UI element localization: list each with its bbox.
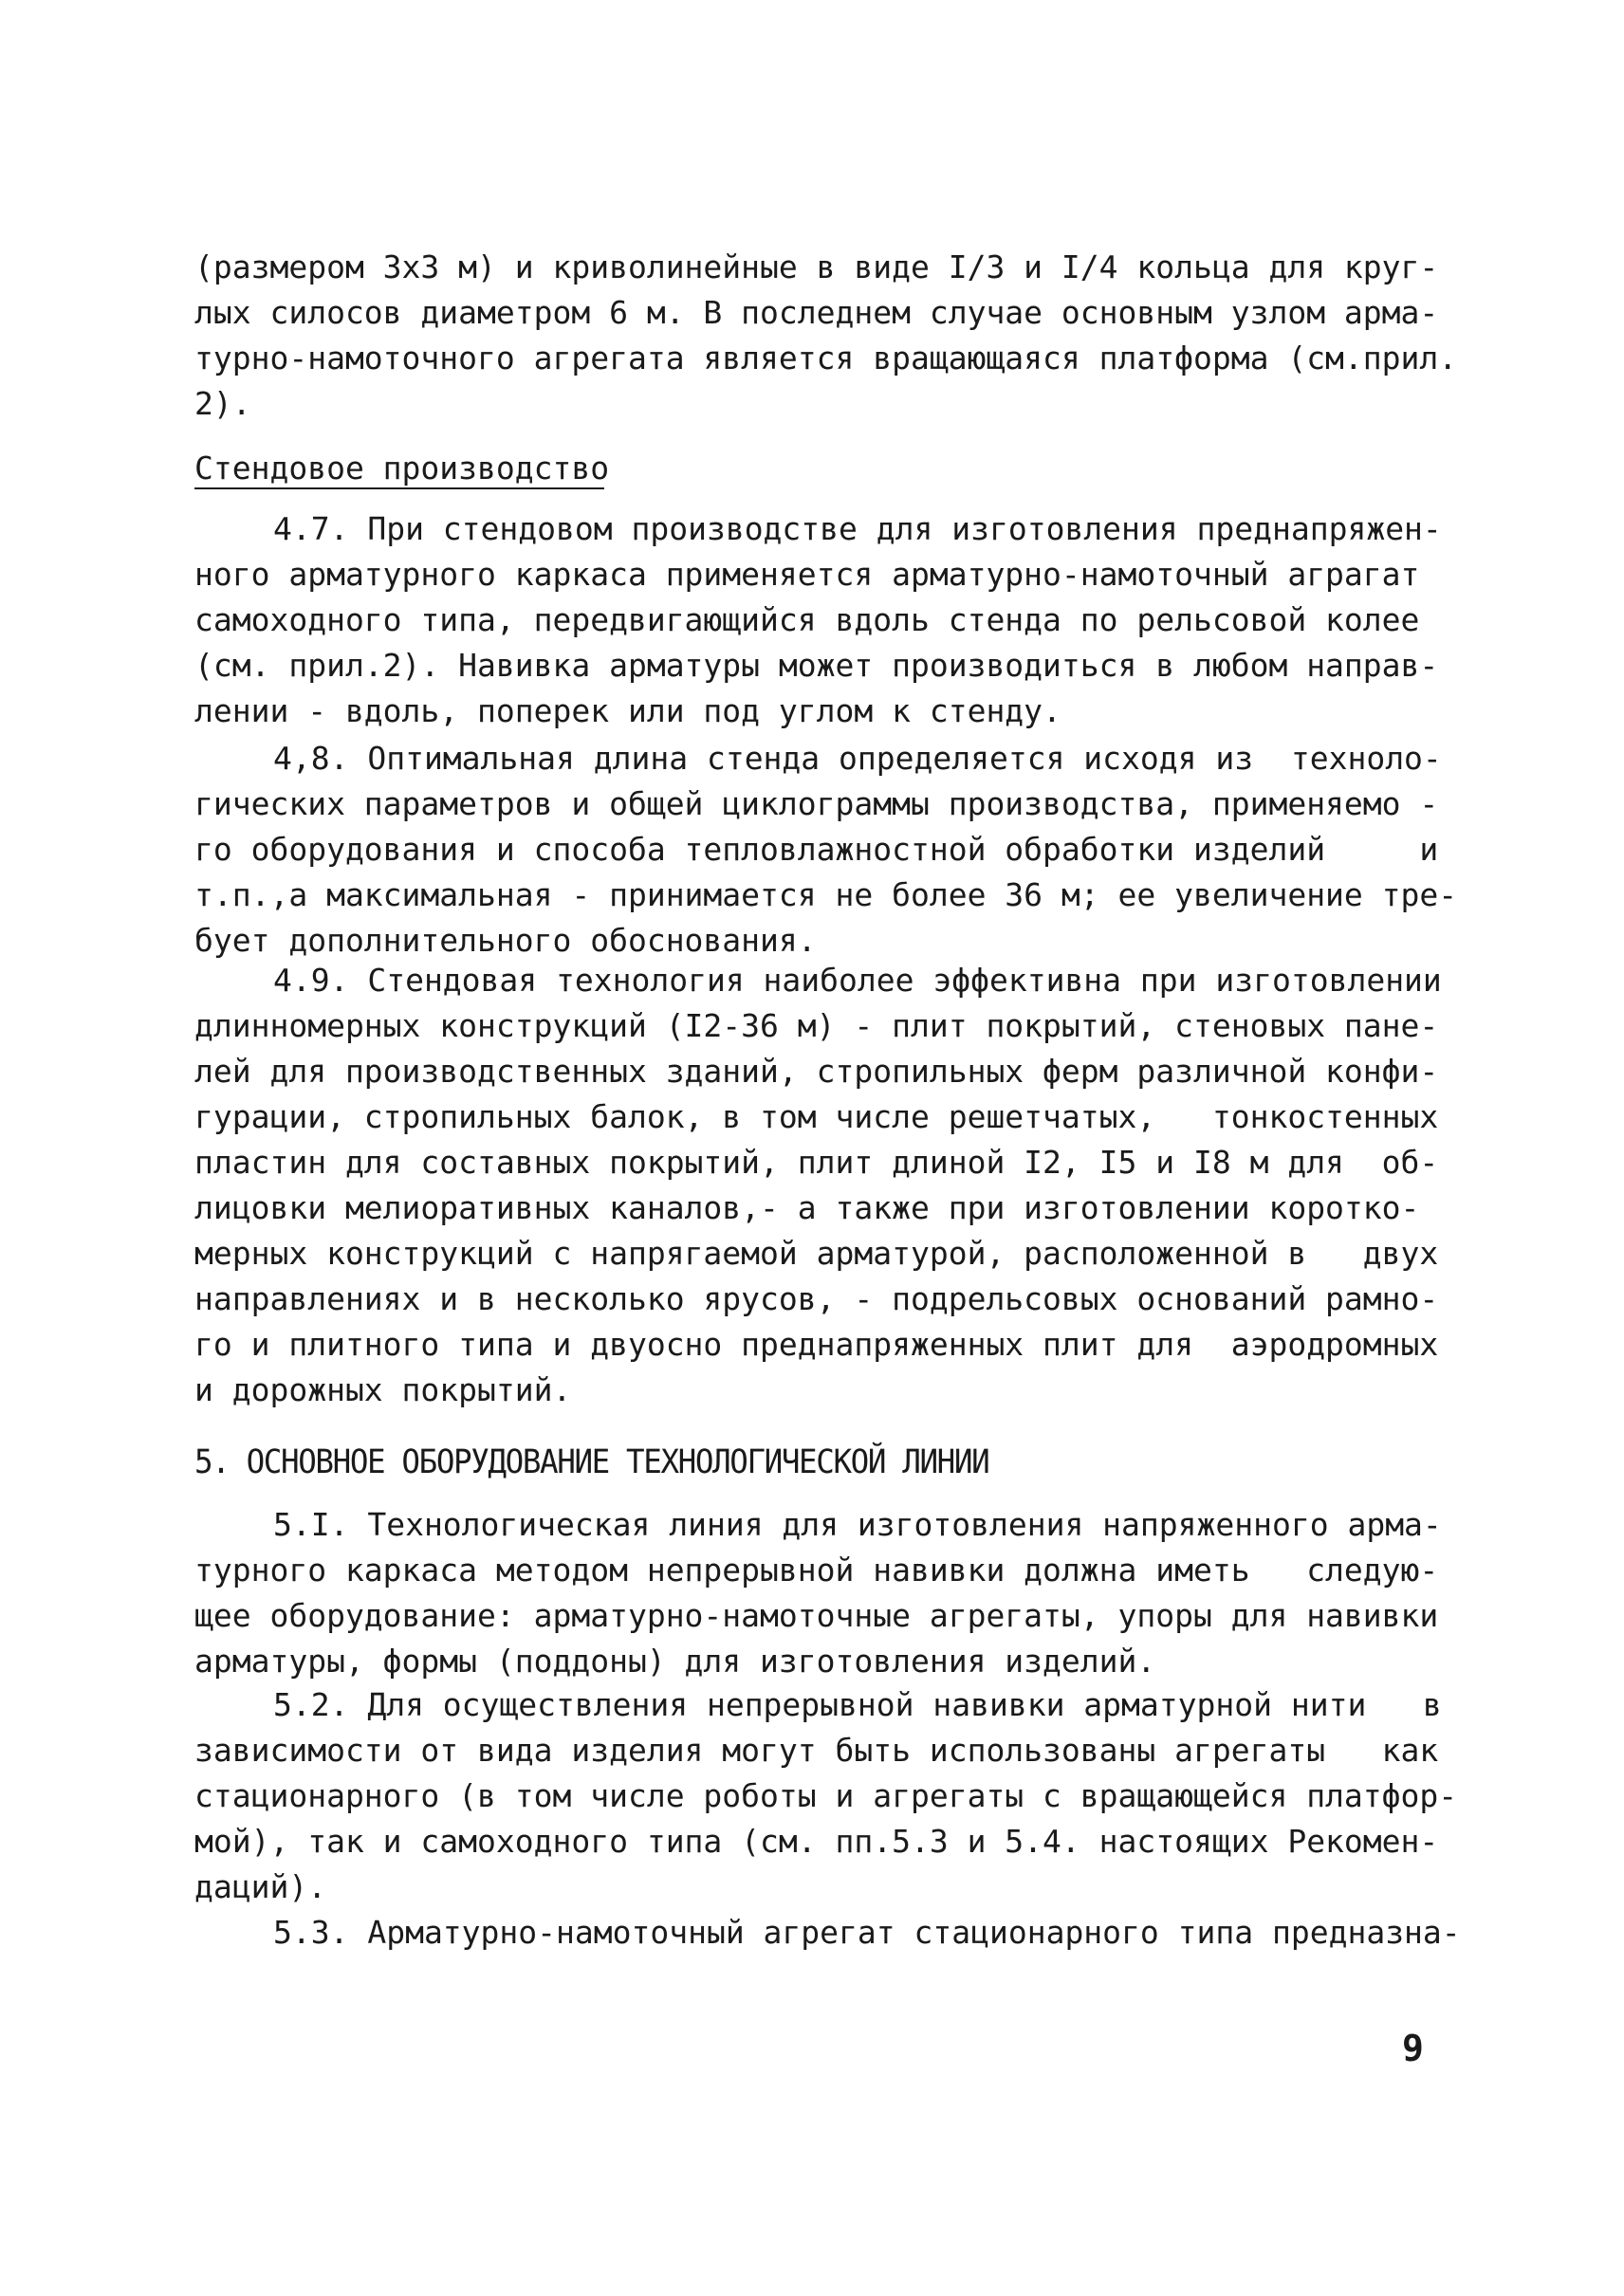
paragraph-5-2 — [194, 1682, 1458, 1910]
paragraph-4-7 — [194, 506, 1442, 734]
text-line: ного арматурного каркаса применяется арматурно-намоточный аграгат — [194, 556, 1420, 593]
text-line: го оборудования и способа тепловлажностной обработки изделий и — [194, 831, 1439, 868]
text-line: (размером 3х3 м) и криволинейные в виде I/3 и I/4 кольца для круг- — [194, 248, 1439, 285]
text-line: лицовки мелиоративных каналов,- а также при изготовлении коротко- — [194, 1189, 1420, 1226]
text-line: турного каркаса методом непрерывной навивки должна иметь следую- — [194, 1552, 1439, 1589]
paragraph-4-9 — [194, 958, 1442, 1413]
text-line: пластин для составных покрытий, плит длиной I2, I5 и I8 м для об- — [194, 1144, 1439, 1181]
paragraph-4-8 — [194, 736, 1458, 964]
text-line: гических параметров и общей циклограммы производства, применяемо - — [194, 785, 1439, 822]
text-line: лей для производственных зданий, стропильных ферм различной конфи- — [194, 1053, 1439, 1090]
paragraph-5-1 — [194, 1502, 1442, 1684]
text-line: арматуры, формы (поддоны) для изготовления изделий. — [194, 1643, 1156, 1680]
text-line: лых силосов диаметром 6 м. В последнем случае основным узлом арма- — [194, 294, 1439, 331]
text-line: и дорожных покрытий. — [194, 1371, 572, 1408]
text-line: мой), так и самоходного типа (см. пп.5.3 и 5.4. настоящих Рекомен- — [194, 1823, 1439, 1860]
text-line: лении - вдоль, поперек или под углом к стенду. — [194, 692, 1061, 729]
text-line: даций). — [194, 1868, 327, 1905]
text-line: 5.2. Для осуществления непрерывной навивки арматурной нити в — [273, 1686, 1442, 1723]
text-line: гурации, стропильных балок, в том числе решетчатых, тонкостенных — [194, 1098, 1439, 1135]
text-line: 4,8. Оптимальная длина стенда определяется исходя из техноло- — [273, 740, 1442, 777]
text-line: 2). — [194, 385, 251, 422]
text-line: стационарного (в том числе роботы и агрегаты с вращающейся платфор- — [194, 1777, 1458, 1814]
paragraph-intro — [194, 245, 1458, 427]
text-line: длинномерных конструкций (I2-36 м) - плит покрытий, стеновых пане- — [194, 1007, 1439, 1044]
text-line: (см. прил.2). Навивка арматуры может производиться в любом направ- — [194, 647, 1439, 684]
text-line: т.п.,а максимальная - принимается не более 36 м; ее увеличение тре- — [194, 876, 1458, 913]
text-line: мерных конструкций с напрягаемой арматурой, расположенной в двух — [194, 1235, 1439, 1272]
text-line: самоходного типа, передвигающийся вдоль стенда по рельсовой колее — [194, 601, 1420, 638]
text-line: го и плитного типа и двуосно преднапряженных плит для аэродромных — [194, 1326, 1439, 1363]
text-line: щее оборудование: арматурно-намоточные агрегаты, упоры для навивки — [194, 1597, 1439, 1634]
text-line: 4.9. Стендовая технология наиболее эффективна при изготовлении — [273, 962, 1442, 999]
subheading-stand-production: Стендовое производство — [194, 450, 610, 487]
text-line: направлениях и в несколько ярусов, - подрельсовых оснований рамно- — [194, 1280, 1439, 1317]
section-heading-5: 5. ОСНОВНОЕ ОБОРУДОВАНИЕ ТЕХНОЛОГИЧЕСКОЙ ЛИНИИ — [194, 1443, 989, 1481]
page-number: 9 — [1402, 2028, 1424, 2069]
text-line: 5.3. Арматурно-намоточный агрегат стационарного типа предназна- — [273, 1914, 1461, 1951]
text-line: 4.7. При стендовом производстве для изготовления преднапряжен- — [273, 510, 1442, 547]
text-line: бует дополнительного обоснования. — [194, 922, 817, 959]
text-line: зависимости от вида изделия могут быть использованы агрегаты как — [194, 1732, 1439, 1769]
text-line: 5.I. Технологическая линия для изготовления напряженного арма- — [273, 1506, 1442, 1543]
paragraph-5-3 — [194, 1910, 1461, 1956]
text-line: турно-намоточного агрегата является вращающаяся платформа (см.прил. — [194, 340, 1458, 377]
subheading-underline — [194, 487, 604, 489]
